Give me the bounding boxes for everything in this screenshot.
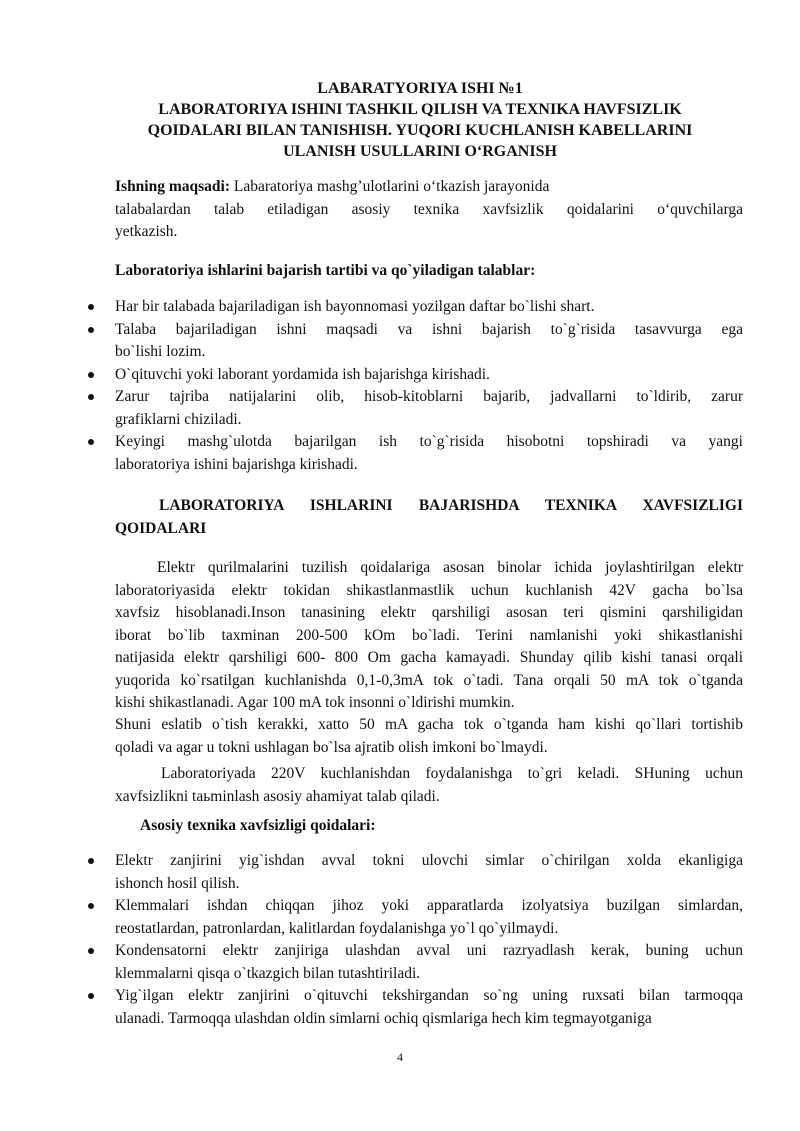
bullet-icon [88,372,94,378]
procedure-heading: Laboratoriya ishlarini bajarish tartibi va qo`yiladigan talablar: [115,262,536,279]
purpose-text: Labaratoriya mashg’ulotlarini oʻtkazish jarayonida [230,178,550,195]
title-line: ULANISH USULLARINI OʻRGANISH [283,143,557,160]
list-item-text: klemmalarni qisqa o`tkazgich bilan tutashtiriladi. [115,964,421,982]
rules-list [0,850,800,1030]
paragraph-line: Laboratoriyada 220V kuchlanishdan foydalanishga to`gri keladi. SHuning uchun [161,765,743,782]
bullet-icon [88,948,94,954]
rules-heading: Asosiy texnika xavfsizligi qoidalari: [140,817,376,834]
lab-number-title: LABARATYORIYA ISHI №1 [317,80,523,97]
list-item-text: bo`lishi lozim. [115,343,206,360]
list-item-text: ulanadi. Tarmoqqa ulashdan oldin simlarni ochiq qismlariga hech kim tegmayotganiga [115,1009,652,1027]
bullet-icon [88,858,94,864]
list-item-text: grafiklarni chiziladi. [115,410,242,428]
paragraph-line: xavfsizlikni taьminlash asosiy ahamiyat talab qiladi. [115,787,440,805]
paragraph-line: kishi shikastlanadi. Agar 100 mA tok insonni o`ldirishi mumkin. [115,694,515,711]
list-item-text: Yig`ilgan elektr zanjirini o`qituvchi tekshirgandan so`ng uning ruxsati bilan tarmoqqa [115,987,743,1004]
body-paragraph-2 [115,714,743,759]
safety-heading [115,495,743,540]
list-item-text: Zarur tajriba natijalarini olib, hisob-kitoblarni bajarib, jadvallarni to`ldirib, zarur [115,388,743,405]
bullet-icon [88,304,94,310]
paragraph-line: laboratoriyasida elektr tokidan shikastlanmastlik uchun kuchlanish 42V gacha bo`lsa [115,581,743,599]
list-item [0,319,743,364]
page-number: 4 [397,1050,403,1064]
purpose-paragraph [115,176,743,244]
paragraph-line: iborat bo`lib taxminan 200-500 kOm bo`ladi. Terini namlanishi yoki shikastlanishi [115,626,743,644]
list-item [0,386,743,431]
purpose-label: Ishning maqsadi: [115,178,231,195]
procedure-list [0,296,800,476]
list-item-text: laboratoriya ishini bajarishga kirishadi. [115,455,358,473]
bullet-icon [88,439,94,445]
bullet-icon [88,993,94,999]
list-item [0,895,743,940]
purpose-text: talabalardan talab etiladigan asosiy texnika xavfsizlik qoidalarini oʻquvchilarga [115,200,743,218]
title-line: LABORATORIYA ISHINI TASHKIL QILISH VA TEXNIKA HAVFSIZLIK [158,101,682,118]
purpose-text: yetkazish. [115,223,178,240]
list-item [0,940,743,985]
safety-heading-line: LABORATORIYA ISHLARINI BAJARISHDA TEXNIKA XAVFSIZLIGI [159,497,743,514]
paragraph-line: Elektr qurilmalarini tuzilish qoidalariga asosan binolar ichida joylashtirilgan elektr [157,559,743,576]
paragraph-line: yuqorida ko`rsatilgan kuchlanishda 0,1-0,3mA tok o`tadi. Tana orqali 50 mA tok o`tganda [115,671,743,689]
list-item [0,296,743,319]
bullet-icon [88,903,94,909]
list-item [0,364,743,387]
list-item-text: Kondensatorni elektr zanjiriga ulashdan avval uni razryadlash kerak, buning uchun [115,942,743,959]
safety-heading-line: QOIDALARI [115,519,207,537]
paragraph-line: natijasida elektr qarshiligi 600- 800 Om gacha kamayadi. Shunday qilib kishi tanasi orqali [115,649,743,666]
list-item-text: O`qituvchi yoki laborant yordamida ish bajarishga kirishadi. [115,365,490,383]
list-item-text: Klemmalari ishdan chiqqan jihoz yoki apparatlarda izolyatsiya buzilgan simlardan, [115,897,743,914]
bullet-icon [88,394,94,400]
list-item-text: Keyingi mashg`ulotda bajarilgan ish to`g`risida hisobotni topshiradi va yangi [115,433,743,450]
list-item-text: ishonch hosil qilish. [115,874,240,892]
paragraph-line: Shuni eslatib o`tish kerakki, xatto 50 mA gacha tok o`tganda ham kishi qo`llari tortishib [115,716,743,733]
paragraph-line: xavfsiz hisoblanadi.Inson tanasining elektr qarshiligi asosan teri qismini qarshiligidan [115,604,743,621]
title-line: QOIDALARI BILAN TANISHISH. YUQORI KUCHLANISH KABELLARINI [147,122,693,139]
list-item [0,431,743,476]
list-item-text: reostatlardan, patronlardan, kalitlardan foydalanishga yo`l qo`yilmaydi. [115,919,559,937]
list-item [0,850,743,895]
document-title [100,78,740,162]
paragraph-line: qoladi va agar u tokni ushlagan bo`lsa ajratib olish imkoni bo`lmaydi. [115,738,548,756]
list-item-text: Talaba bajariladigan ishni maqsadi va ishni bajarish to`g`risida tasavvurga ega [115,320,743,338]
list-item [0,985,743,1030]
list-item-text: Har bir talabada bajariladigan ish bayonnomasi yozilgan daftar bo`lishi shart. [115,298,595,315]
list-item-text: Elektr zanjirini yig`ishdan avval tokni ulovchi simlar o`chirilgan xolda ekanligiga [115,852,743,869]
bullet-icon [88,327,94,333]
body-paragraph-3 [115,763,743,808]
body-paragraph-1 [115,557,743,715]
